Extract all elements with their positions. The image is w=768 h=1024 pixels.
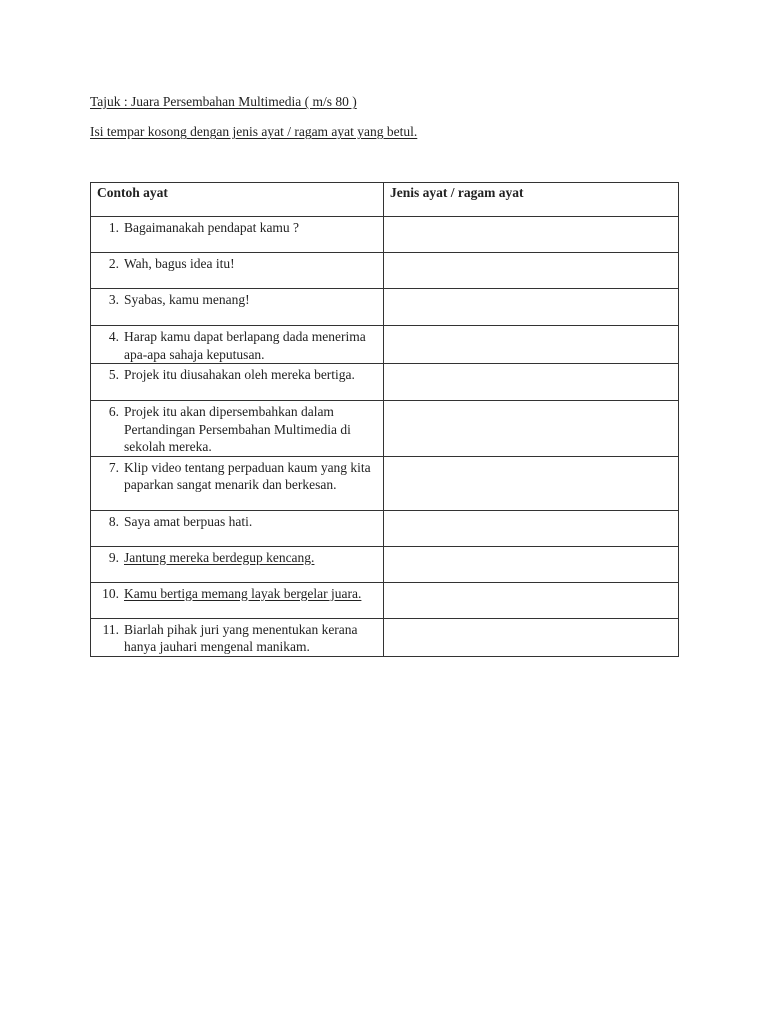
example-cell [91,582,384,618]
row-number: 5. [108,367,119,382]
example-sentence: Jantung mereka berdegup kencang. [124,549,315,565]
example-cell [91,546,384,582]
table-header-row [91,183,679,217]
row-number: 6. [108,404,119,419]
table-row [91,364,679,401]
example-sentence: Klip video tentang perpaduan kaum yang kita paparkan sangat menarik dan berkesan. [124,459,371,492]
table-row [91,618,679,656]
answer-cell[interactable] [384,326,679,364]
example-cell [91,364,384,401]
table-row [91,401,679,457]
table-row [91,456,679,510]
example-sentence: Syabas, kamu menang! [124,292,250,307]
table-row [91,582,679,618]
example-sentence: Saya amat berpuas hati. [124,513,253,529]
answer-cell[interactable] [384,510,679,546]
answer-cell[interactable] [384,546,679,582]
worksheet-instruction: Isi tempar kosong dengan jenis ayat / ragam ayat yang betul. [90,124,418,139]
example-cell [91,289,384,326]
table-row [91,510,679,546]
row-number: 4. [108,329,119,344]
row-number: 8. [108,513,119,529]
row-number: 7. [108,459,119,475]
example-cell [91,217,384,253]
example-sentence: Kamu bertiga memang layak bergelar juara. [124,585,362,601]
sentence-type-table [90,182,679,657]
table-row [91,289,679,326]
answer-cell[interactable] [384,456,679,510]
answer-cell[interactable] [384,364,679,401]
answer-cell[interactable] [384,401,679,457]
answer-cell[interactable] [384,582,679,618]
example-cell [91,253,384,289]
header-contoh-ayat: Contoh ayat [91,183,384,217]
table-row [91,253,679,289]
example-cell [91,326,384,364]
example-cell [91,456,384,510]
example-sentence: Harap kamu dapat berlapang dada menerima apa-apa sahaja keputusan. [124,329,366,362]
example-sentence: Biarlah pihak juri yang menentukan kerana hanya jauhari mengenal manikam. [124,621,358,654]
worksheet-title: Tajuk : Juara Persembahan Multimedia ( m/s 80 ) [90,94,357,109]
row-number: 10. [102,585,119,601]
row-number: 11. [102,621,119,637]
table-row [91,217,679,253]
answer-cell[interactable] [384,217,679,253]
example-cell [91,510,384,546]
table-row [91,326,679,364]
answer-cell[interactable] [384,289,679,326]
table-row [91,546,679,582]
example-sentence: Bagaimanakah pendapat kamu ? [124,220,300,235]
answer-cell[interactable] [384,253,679,289]
header-jenis-ayat: Jenis ayat / ragam ayat [384,183,679,217]
example-cell [91,618,384,656]
row-number: 3. [108,292,119,307]
answer-cell[interactable] [384,618,679,656]
row-number: 2. [108,256,119,271]
row-number: 1. [108,220,119,235]
example-cell [91,401,384,457]
example-sentence: Projek itu akan dipersembahkan dalam Pertandingan Persembahan Multimedia di sekolah mereka. [124,404,351,454]
example-sentence: Projek itu diusahakan oleh mereka bertiga. [124,367,355,382]
row-number: 9. [108,549,119,565]
example-sentence: Wah, bagus idea itu! [124,256,235,271]
